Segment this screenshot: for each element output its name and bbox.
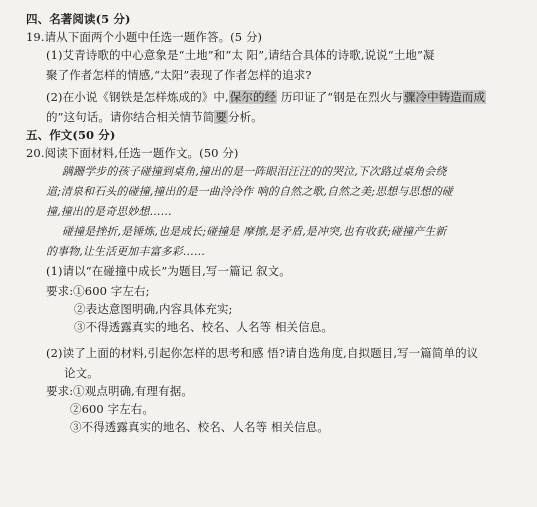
q19-part2-highlight-2: 骤冷中铸造而成 (403, 90, 486, 104)
q19-part2-text-a: (2)在小说《钢铁是怎样炼成的》中, (46, 90, 229, 104)
q19-part1-line2: 聚了作者怎样的情感,“太阳”表现了作者怎样的追求? (46, 68, 312, 82)
q20-prompt: 20.阅读下面材料,任选一题作文。(50 分) (26, 146, 239, 160)
task-1-requirement-1: 要求:①600 字左右; (46, 284, 150, 298)
task-1-requirement-3: ③不得透露真实的地名、校名、人名等 相关信息。 (74, 320, 333, 334)
material-line-1: 蹒跚学步的孩子碰撞到桌角,撞出的是一阵眼泪汪汪的的哭泣,下次路过桌角会绕 (62, 165, 447, 178)
q19-part1-line1: (1)艾青诗歌的中心意象是“土地”和“太 阳”,请结合具体的诗歌,说说“土地”凝 (46, 48, 435, 62)
section-5-title: 五、作文(50 分) (26, 128, 116, 142)
material-line-5: 的事物,让生活更加丰富多彩…… (46, 245, 205, 258)
material-line-3: 撞,撞出的是奇思妙想…… (46, 205, 172, 218)
task-2-requirement-2: ②600 字左右。 (70, 402, 155, 416)
task-2-line1: (2)读了上面的材料,引起你怎样的思考和感 悟?请自选角度,自拟题目,写一篇简单的议 (46, 346, 479, 360)
material-line-2: 道;清泉和石头的碰撞,撞出的是一曲泠泠作 响的自然之歌,自然之美;思想与思想的碰 (46, 185, 453, 198)
material-line-4: 碰撞是挫折,是锤炼,也是成长;碰撞是 摩擦,是矛盾,是冲突,也有收获;碰撞产生新 (62, 225, 447, 238)
task-2-requirement-1: 要求:①观点明确,有理有据。 (46, 384, 193, 398)
q19-part2-line2 (46, 110, 263, 125)
q19-prompt: 19.请从下面两个小题中任选一题作答。(5 分) (26, 30, 263, 44)
q19-part2-text-b: 历印证了“钢是在烈火与 (277, 90, 403, 104)
q19-part2-line1 (46, 90, 486, 105)
q19-part2-highlight-3: 要 (215, 110, 227, 124)
task-1: (1)请以“在碰撞中成长”为题目,写一篇记 叙文。 (46, 264, 291, 278)
task-2-requirement-3: ③不得透露真实的地名、校名、人名等 相关信息。 (70, 420, 329, 434)
task-2-line2: 论文。 (64, 366, 99, 380)
q19-part2-text-e: 分析。 (228, 110, 263, 124)
q19-part2-text-d: 的”这句话。请你结合相关情节简 (46, 110, 215, 124)
task-1-requirement-2: ②表达意图明确,内容具体充实; (74, 302, 233, 316)
section-4-title: 四、名著阅读(5 分) (26, 12, 131, 26)
q19-part2-highlight-1: 保尔的经 (229, 90, 277, 104)
